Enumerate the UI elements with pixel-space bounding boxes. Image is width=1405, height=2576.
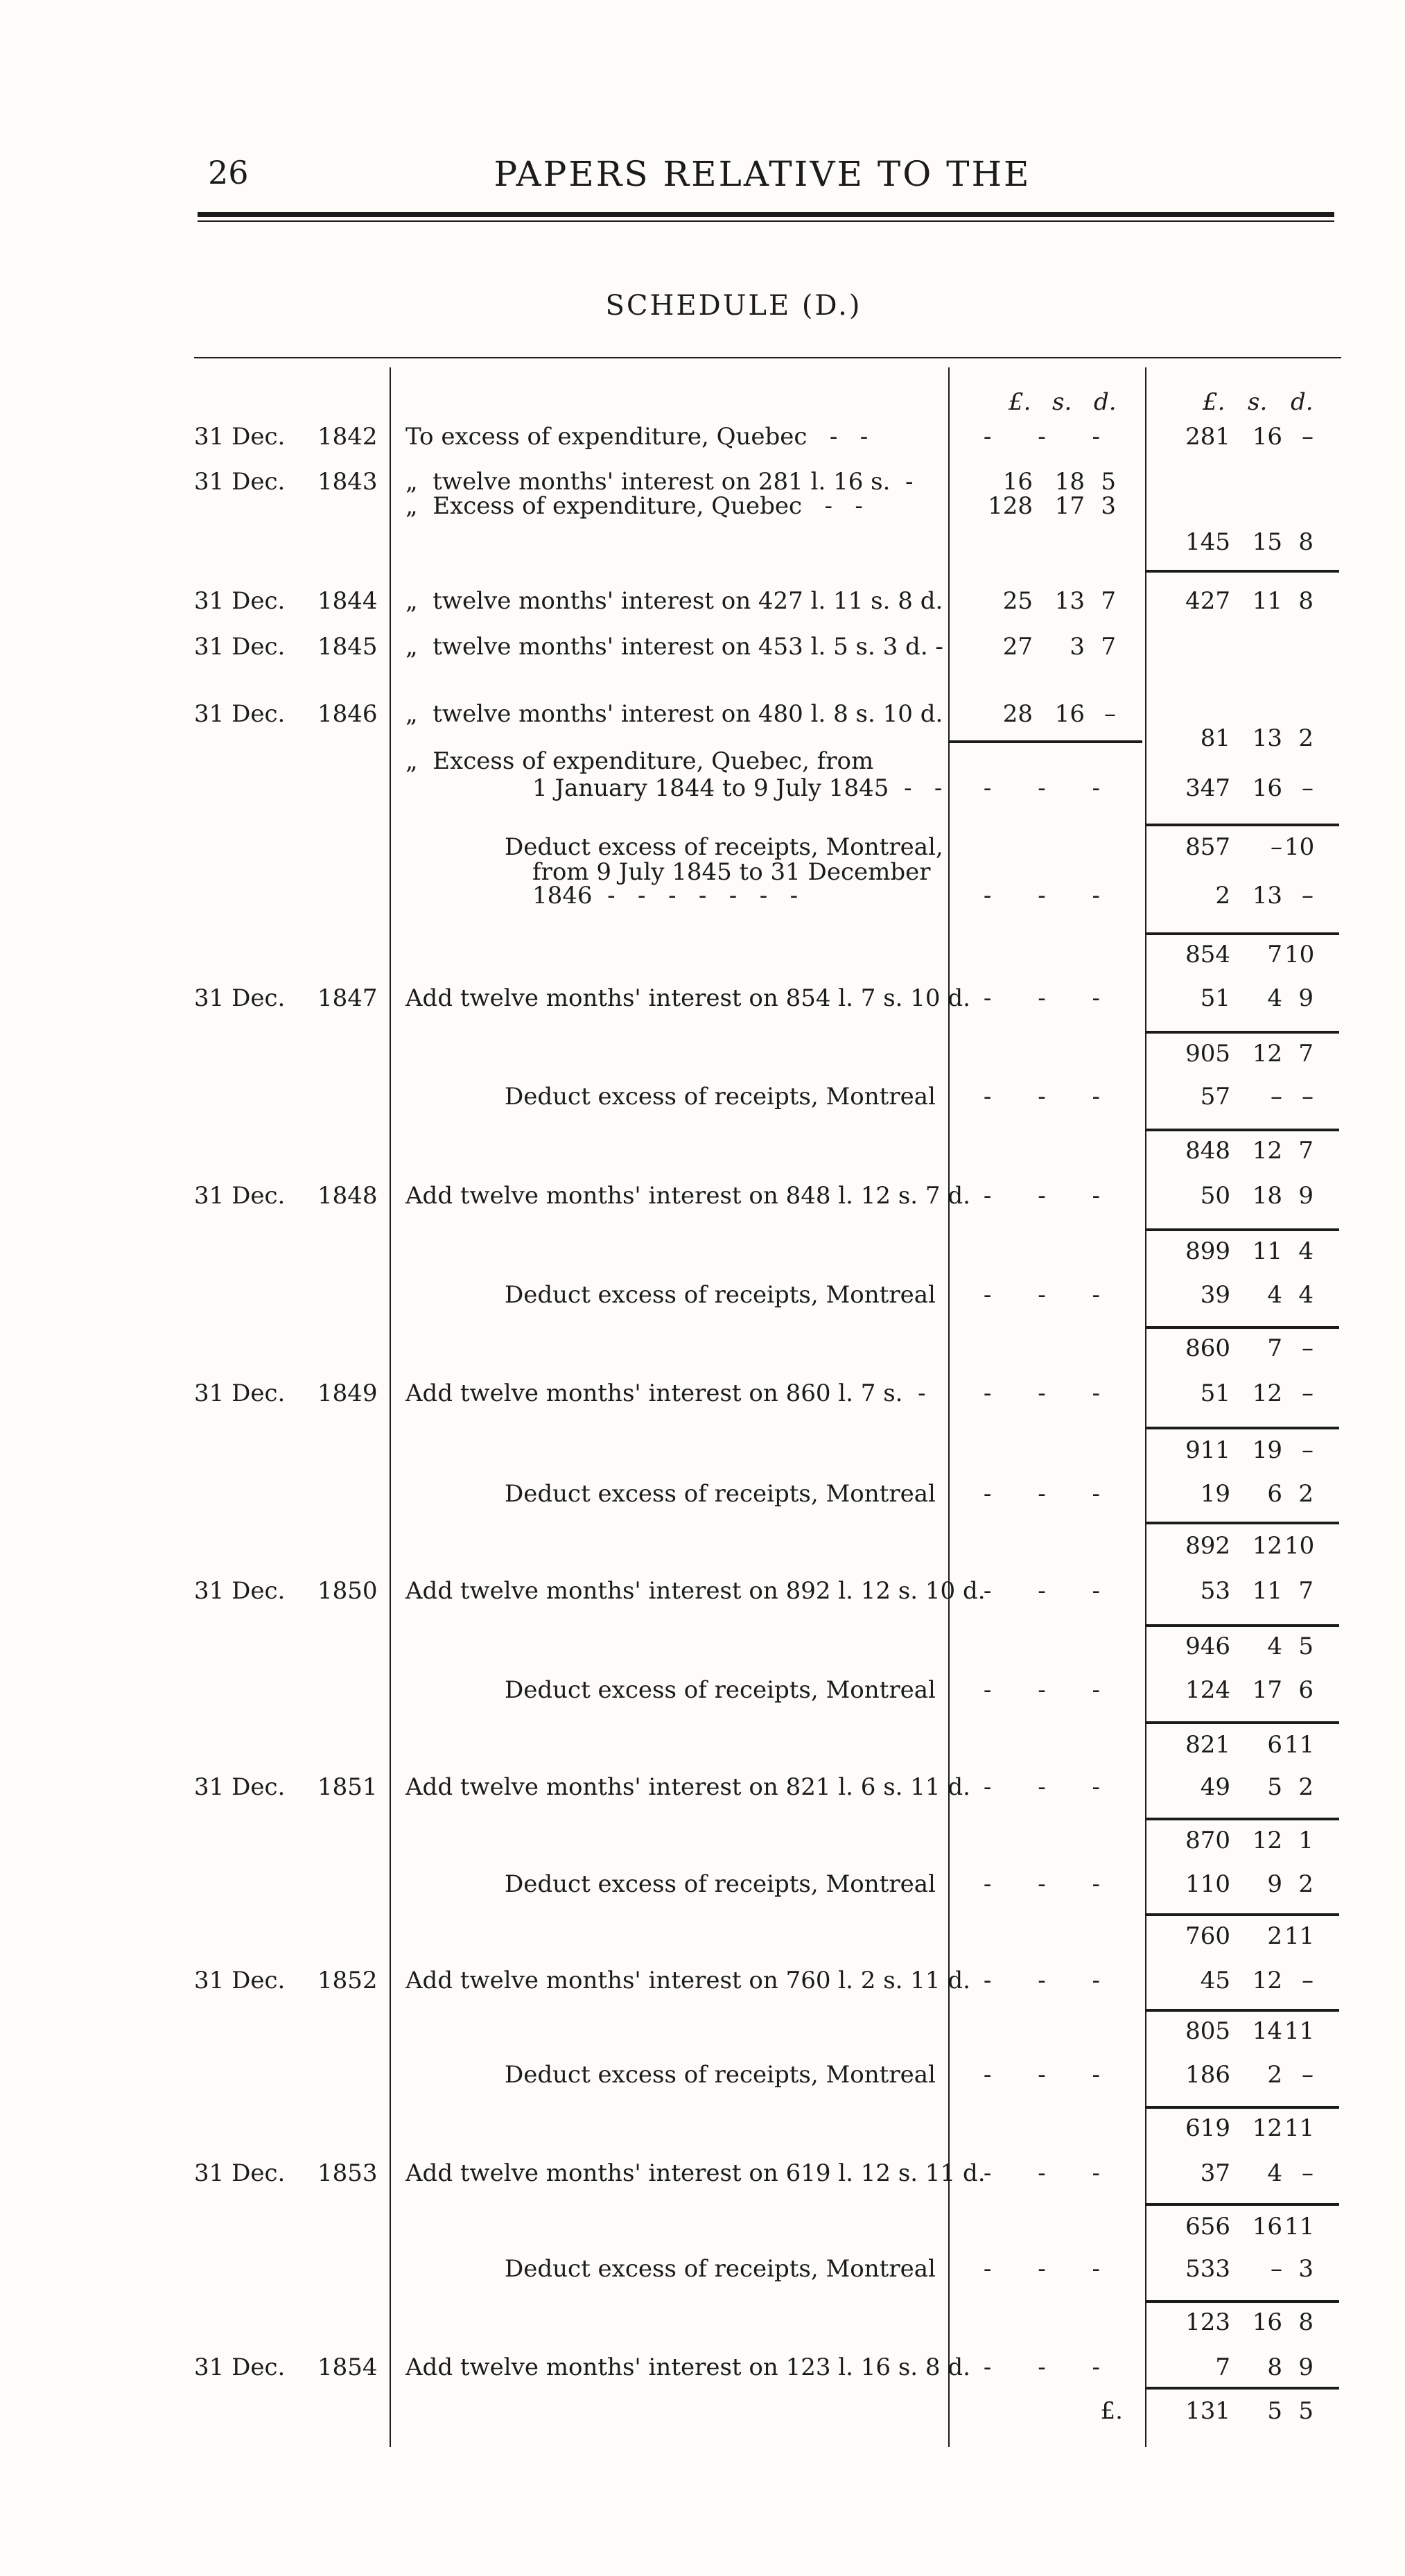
entry-day: 31 Dec. xyxy=(194,1380,286,1407)
entry-day: 31 Dec. xyxy=(194,700,286,728)
ledger-row xyxy=(0,984,1405,1019)
total-pounds: 870 xyxy=(1185,1827,1230,1854)
sum-rule xyxy=(1145,2203,1339,2206)
ledger-row xyxy=(0,423,1405,458)
entry-year: 1852 xyxy=(317,1967,378,1994)
total-shillings: 7 xyxy=(1267,1334,1282,1362)
total-shillings: 2 xyxy=(1267,1922,1282,1950)
total-shillings: 5 xyxy=(1267,2397,1282,2425)
mid-pounds: 16 xyxy=(1002,468,1033,496)
total-pounds: 857 xyxy=(1185,833,1230,861)
total-pence: 11 xyxy=(1284,2017,1315,2045)
total-pounds: 347 xyxy=(1185,774,1230,802)
total-pence: 11 xyxy=(1284,1731,1315,1759)
leader-dashes: - - - xyxy=(983,1870,1119,1898)
ledger-row xyxy=(0,1633,1405,1667)
total-shillings: 12 xyxy=(1252,1380,1282,1407)
total-pounds: 186 xyxy=(1185,2061,1230,2089)
entry-description: Deduct excess of receipts, Montreal xyxy=(505,1083,936,1111)
total-shillings: 8 xyxy=(1267,2353,1282,2381)
entry-day: 31 Dec. xyxy=(194,984,286,1012)
mid-pounds: 27 xyxy=(1002,633,1033,661)
entry-year: 1843 xyxy=(317,468,378,496)
total-pounds: 619 xyxy=(1185,2114,1230,2142)
total-shillings: 4 xyxy=(1267,1633,1282,1660)
mid-pounds: 25 xyxy=(1002,587,1033,615)
ledger-row xyxy=(0,1967,1405,2001)
sum-rule xyxy=(948,740,1142,743)
mid-shillings: 16 xyxy=(1054,700,1085,728)
entry-description: Deduct excess of receipts, Montreal xyxy=(505,1480,936,1508)
total-pence: 10 xyxy=(1284,941,1315,968)
leader-dashes: - - - xyxy=(983,1083,1119,1111)
total-shillings: 11 xyxy=(1252,1577,1282,1605)
total-pounds: 854 xyxy=(1185,941,1230,968)
ledger-row xyxy=(0,1827,1405,1861)
total-pounds: 905 xyxy=(1185,1040,1230,1068)
total-shillings: 7 xyxy=(1267,941,1282,968)
total-pence: 2 xyxy=(1298,724,1314,752)
total-pence: 7 xyxy=(1298,1137,1314,1165)
leader-dashes: - - - xyxy=(983,1182,1119,1210)
ledger-row xyxy=(0,528,1405,563)
mid-pence: 7 xyxy=(1101,587,1116,615)
ledger-row xyxy=(0,1237,1405,1272)
mid-pounds: 128 xyxy=(988,492,1033,520)
total-pence: 5 xyxy=(1298,2397,1314,2425)
entry-year: 1847 xyxy=(317,984,378,1012)
total-pence: 7 xyxy=(1298,1040,1314,1068)
total-pence: 11 xyxy=(1284,1922,1315,1950)
entry-description: Deduct excess of receipts, Montreal xyxy=(505,2061,936,2089)
total-pounds: 427 xyxy=(1185,587,1230,615)
ledger-row xyxy=(0,1436,1405,1471)
total-pounds: 57 xyxy=(1200,1083,1230,1111)
entry-day: 31 Dec. xyxy=(194,633,286,661)
mid-pence: 5 xyxy=(1101,468,1116,496)
total-pence: – xyxy=(1302,2159,1314,2187)
total-pence: 3 xyxy=(1298,2255,1314,2283)
sum-rule xyxy=(1145,1818,1339,1820)
total-pounds: 123 xyxy=(1185,2308,1230,2336)
leader-dashes: - - - xyxy=(983,2255,1119,2283)
entry-day: 31 Dec. xyxy=(194,423,286,451)
total-shillings: 2 xyxy=(1267,2061,1282,2089)
total-pence: 10 xyxy=(1284,833,1315,861)
ledger-row xyxy=(0,633,1405,668)
total-pounds: 760 xyxy=(1185,1922,1230,1950)
ledger-row xyxy=(0,2017,1405,2052)
ledger-row xyxy=(0,941,1405,975)
leader-dashes: - - - xyxy=(983,423,1119,451)
entry-description: Deduct excess of receipts, Montreal xyxy=(505,1870,936,1898)
total-pounds: 110 xyxy=(1185,1870,1230,1898)
ledger-row xyxy=(0,2159,1405,2194)
ledger-row xyxy=(0,1137,1405,1172)
entry-day: 31 Dec. xyxy=(194,1182,286,1210)
sum-rule xyxy=(1145,2009,1339,2012)
total-pounds: 51 xyxy=(1200,1380,1230,1407)
total-pounds: 899 xyxy=(1185,1237,1230,1265)
leader-dashes: - - - xyxy=(983,1676,1119,1704)
entry-description: „ twelve months' interest on 480 l. 8 s. 10 d. xyxy=(405,700,943,728)
total-shillings: 19 xyxy=(1252,1436,1282,1464)
mid-shillings: 3 xyxy=(1070,633,1085,661)
sum-rule xyxy=(1145,1129,1339,1131)
total-pounds: 656 xyxy=(1185,2213,1230,2240)
total-pounds: 39 xyxy=(1200,1281,1230,1309)
mid-shillings: 17 xyxy=(1054,492,1085,520)
ledger-row xyxy=(0,1380,1405,1414)
sum-rule xyxy=(1145,1228,1339,1231)
entry-year: 1853 xyxy=(317,2159,378,2187)
entry-description: Add twelve months' interest on 123 l. 16 s. 8 d. xyxy=(405,2353,970,2381)
total-pence: 9 xyxy=(1298,984,1314,1012)
entry-description: Add twelve months' interest on 848 l. 12 s. 7 d. xyxy=(405,1182,970,1210)
total-pounds: 49 xyxy=(1200,1773,1230,1801)
mid-head-pounds: £. xyxy=(1009,388,1031,416)
leader-dashes: - - - xyxy=(983,1577,1119,1605)
total-pence: – xyxy=(1302,423,1314,451)
mid-head-pence: d. xyxy=(1094,388,1117,416)
total-pence: – xyxy=(1302,1083,1314,1111)
total-pence: – xyxy=(1302,1380,1314,1407)
total-shillings: 16 xyxy=(1252,2308,1282,2336)
ledger-row xyxy=(0,1922,1405,1957)
entry-description: Add twelve months' interest on 619 l. 12 s. 11 d. xyxy=(405,2159,986,2187)
entry-day: 31 Dec. xyxy=(194,587,286,615)
leader-dashes: - - - xyxy=(983,882,1119,910)
entry-year: 1845 xyxy=(317,633,378,661)
entry-year: 1844 xyxy=(317,587,378,615)
total-pence: 8 xyxy=(1298,587,1314,615)
sum-rule xyxy=(1145,2300,1339,2303)
total-head-shillings: s. xyxy=(1248,388,1268,416)
total-pence: 4 xyxy=(1298,1281,1314,1309)
total-pounds: 2 xyxy=(1215,882,1230,910)
ledger-row xyxy=(0,587,1405,622)
entry-day: 31 Dec. xyxy=(194,1967,286,1994)
total-pence: – xyxy=(1302,1334,1314,1362)
sum-rule xyxy=(1145,1721,1339,1724)
pound-sign: £. xyxy=(1100,2397,1123,2425)
leader-dashes: - - - xyxy=(983,984,1119,1012)
total-shillings: 6 xyxy=(1267,1731,1282,1759)
leader-dashes: - - - xyxy=(983,774,1119,802)
mid-head-shillings: s. xyxy=(1052,388,1072,416)
ledger-row xyxy=(0,1480,1405,1515)
entry-year: 1850 xyxy=(317,1577,378,1605)
total-shillings: – xyxy=(1271,833,1282,861)
total-shillings: 5 xyxy=(1267,1773,1282,1801)
entry-day: 31 Dec. xyxy=(194,1577,286,1605)
mid-pence: 7 xyxy=(1101,633,1116,661)
total-shillings: – xyxy=(1271,1083,1282,1111)
mid-shillings: 18 xyxy=(1054,468,1085,496)
ledger-row xyxy=(0,1870,1405,1905)
total-pounds: 131 xyxy=(1185,2397,1230,2425)
sum-rule xyxy=(1145,1031,1339,1034)
leader-dashes: - - - xyxy=(983,1380,1119,1407)
total-shillings: 12 xyxy=(1252,1137,1282,1165)
page-header xyxy=(194,154,1331,195)
leader-dashes: - - - xyxy=(983,1480,1119,1508)
sum-rule xyxy=(1145,1522,1339,1524)
mid-pence: – xyxy=(1104,700,1116,728)
sum-rule xyxy=(1145,932,1339,935)
total-pounds: 53 xyxy=(1200,1577,1230,1605)
total-shillings: 13 xyxy=(1252,724,1282,752)
total-pence: 11 xyxy=(1284,2213,1315,2240)
leader-dashes: - - - xyxy=(983,1967,1119,1994)
sum-rule xyxy=(1145,1427,1339,1429)
leader-dashes: - - - xyxy=(983,2061,1119,2089)
sum-rule xyxy=(1145,1326,1339,1329)
leader-dashes: - - - xyxy=(983,1281,1119,1309)
mid-pounds: 28 xyxy=(1002,700,1033,728)
total-pence: 9 xyxy=(1298,1182,1314,1210)
entry-year: 1846 xyxy=(317,700,378,728)
entry-description: „ Excess of expenditure, Quebec, from xyxy=(405,747,874,775)
total-shillings: 18 xyxy=(1252,1182,1282,1210)
total-pounds: 81 xyxy=(1200,724,1230,752)
total-pence: 5 xyxy=(1298,1633,1314,1660)
total-pence: – xyxy=(1302,1436,1314,1464)
total-pounds: 805 xyxy=(1185,2017,1230,2045)
running-title: PAPERS RELATIVE TO THE xyxy=(494,154,1031,194)
total-shillings: 4 xyxy=(1267,984,1282,1012)
entry-description: „ twelve months' interest on 427 l. 11 s. 8 d. xyxy=(405,587,943,615)
total-head-pounds: £. xyxy=(1203,388,1225,416)
entry-description: from 9 July 1845 to 31 December xyxy=(532,858,931,886)
total-pence: 4 xyxy=(1298,1237,1314,1265)
ledger-row xyxy=(0,1773,1405,1808)
total-head-pence: d. xyxy=(1291,388,1314,416)
entry-description: Add twelve months' interest on 860 l. 7 s. - xyxy=(405,1380,926,1407)
leader-dashes: - - - xyxy=(983,2353,1119,2381)
ledger-row xyxy=(0,2353,1405,2388)
sum-rule xyxy=(1145,1624,1339,1627)
total-shillings: 15 xyxy=(1252,528,1282,556)
total-pounds: 124 xyxy=(1185,1676,1230,1704)
total-pence: 9 xyxy=(1298,2353,1314,2381)
sum-rule xyxy=(1145,2387,1339,2390)
total-shillings: 4 xyxy=(1267,1281,1282,1309)
total-shillings: 16 xyxy=(1252,774,1282,802)
total-pounds: 911 xyxy=(1185,1436,1230,1464)
entry-description: Deduct excess of receipts, Montreal, xyxy=(505,833,943,861)
total-pence: – xyxy=(1302,1967,1314,1994)
total-shillings: 6 xyxy=(1267,1480,1282,1508)
header-rule-thin xyxy=(198,220,1334,222)
entry-year: 1842 xyxy=(317,423,378,451)
total-shillings: 4 xyxy=(1267,2159,1282,2187)
ledger-row xyxy=(0,1577,1405,1612)
entry-description: 1 January 1844 to 9 July 1845 - - xyxy=(532,774,943,802)
table-top-rule xyxy=(194,357,1341,358)
leader-dashes: - - - xyxy=(983,2159,1119,2187)
total-shillings: 13 xyxy=(1252,882,1282,910)
sum-rule xyxy=(1145,570,1339,573)
ledger-row xyxy=(0,1532,1405,1567)
entry-description: Deduct excess of receipts, Montreal xyxy=(505,1676,936,1704)
ledger-row xyxy=(0,1731,1405,1766)
entry-description: 1846 - - - - - - - xyxy=(532,882,799,910)
total-shillings: – xyxy=(1271,2255,1282,2283)
ledger-row xyxy=(0,1334,1405,1369)
entry-description: Add twelve months' interest on 892 l. 12 s. 10 d. xyxy=(405,1577,986,1605)
ledger-row xyxy=(0,1182,1405,1217)
total-pounds: 848 xyxy=(1185,1137,1230,1165)
total-pence: 11 xyxy=(1284,2114,1315,2142)
total-pence: 10 xyxy=(1284,1532,1315,1560)
total-shillings: 12 xyxy=(1252,1967,1282,1994)
ledger-row xyxy=(0,1040,1405,1074)
total-pounds: 37 xyxy=(1200,2159,1230,2187)
header-rule xyxy=(198,212,1334,217)
total-pence: 2 xyxy=(1298,1870,1314,1898)
schedule-title: SCHEDULE (D.) xyxy=(605,290,862,322)
mid-pence: 3 xyxy=(1101,492,1116,520)
sum-rule xyxy=(1145,1913,1339,1916)
entry-day: 31 Dec. xyxy=(194,2159,286,2187)
entry-year: 1854 xyxy=(317,2353,378,2381)
entry-description: „ twelve months' interest on 281 l. 16 s. - xyxy=(405,468,914,496)
total-pounds: 860 xyxy=(1185,1334,1230,1362)
total-pence: 1 xyxy=(1298,1827,1314,1854)
total-pence: 6 xyxy=(1298,1676,1314,1704)
total-pence: 8 xyxy=(1298,528,1314,556)
total-pounds: 145 xyxy=(1185,528,1230,556)
total-pounds: 533 xyxy=(1185,2255,1230,2283)
mid-shillings: 13 xyxy=(1054,587,1085,615)
total-pence: – xyxy=(1302,2061,1314,2089)
total-shillings: 12 xyxy=(1252,1040,1282,1068)
total-shillings: 12 xyxy=(1252,2114,1282,2142)
total-pence: 2 xyxy=(1298,1773,1314,1801)
entry-day: 31 Dec. xyxy=(194,2353,286,2381)
entry-description: „ Excess of expenditure, Quebec - - xyxy=(405,492,863,520)
entry-day: 31 Dec. xyxy=(194,468,286,496)
entry-description: Add twelve months' interest on 760 l. 2 s. 11 d. xyxy=(405,1967,970,1994)
entry-day: 31 Dec. xyxy=(194,1773,286,1801)
sum-rule xyxy=(1145,824,1339,826)
total-shillings: 12 xyxy=(1252,1827,1282,1854)
total-pence: 2 xyxy=(1298,1480,1314,1508)
total-shillings: 14 xyxy=(1252,2017,1282,2045)
entry-year: 1848 xyxy=(317,1182,378,1210)
total-pounds: 19 xyxy=(1200,1480,1230,1508)
total-pence: 8 xyxy=(1298,2308,1314,2336)
ledger-row xyxy=(0,882,1405,916)
ledger-row xyxy=(0,2308,1405,2343)
entry-description: Add twelve months' interest on 821 l. 6 s. 11 d. xyxy=(405,1773,970,1801)
total-pounds: 281 xyxy=(1185,423,1230,451)
ledger-row xyxy=(0,1083,1405,1117)
total-pounds: 50 xyxy=(1200,1182,1230,1210)
ledger-row xyxy=(0,2397,1405,2432)
entry-description: Add twelve months' interest on 854 l. 7 s. 10 d. xyxy=(405,984,970,1012)
ledger-row xyxy=(0,492,1405,527)
entry-year: 1849 xyxy=(317,1380,378,1407)
total-pounds: 45 xyxy=(1200,1967,1230,1994)
total-shillings: 11 xyxy=(1252,1237,1282,1265)
total-shillings: 9 xyxy=(1267,1870,1282,1898)
total-pounds: 821 xyxy=(1185,1731,1230,1759)
total-pounds: 946 xyxy=(1185,1633,1230,1660)
ledger-row xyxy=(0,2213,1405,2247)
total-shillings: 11 xyxy=(1252,587,1282,615)
entry-description: Deduct excess of receipts, Montreal xyxy=(505,1281,936,1309)
total-shillings: 16 xyxy=(1252,423,1282,451)
total-shillings: 17 xyxy=(1252,1676,1282,1704)
ledger-row xyxy=(0,2255,1405,2290)
entry-description: Deduct excess of receipts, Montreal xyxy=(505,2255,936,2283)
ledger-row xyxy=(0,2061,1405,2096)
total-pence: 7 xyxy=(1298,1577,1314,1605)
leader-dashes: - - - xyxy=(983,1773,1119,1801)
total-shillings: 12 xyxy=(1252,1532,1282,1560)
ledger-row xyxy=(0,2114,1405,2149)
ledger-row xyxy=(0,774,1405,809)
total-pounds: 51 xyxy=(1200,984,1230,1012)
sum-rule xyxy=(1145,2106,1339,2109)
entry-year: 1851 xyxy=(317,1773,378,1801)
entry-description: To excess of expenditure, Quebec - - xyxy=(405,423,869,451)
ledger-row xyxy=(0,1281,1405,1316)
ledger-row xyxy=(0,1676,1405,1711)
total-shillings: 16 xyxy=(1252,2213,1282,2240)
total-pence: – xyxy=(1302,882,1314,910)
total-pounds: 7 xyxy=(1215,2353,1230,2381)
total-pounds: 892 xyxy=(1185,1532,1230,1560)
entry-description: „ twelve months' interest on 453 l. 5 s. 3 d. - xyxy=(405,633,943,661)
page-number: 26 xyxy=(208,154,249,191)
total-pence: – xyxy=(1302,774,1314,802)
